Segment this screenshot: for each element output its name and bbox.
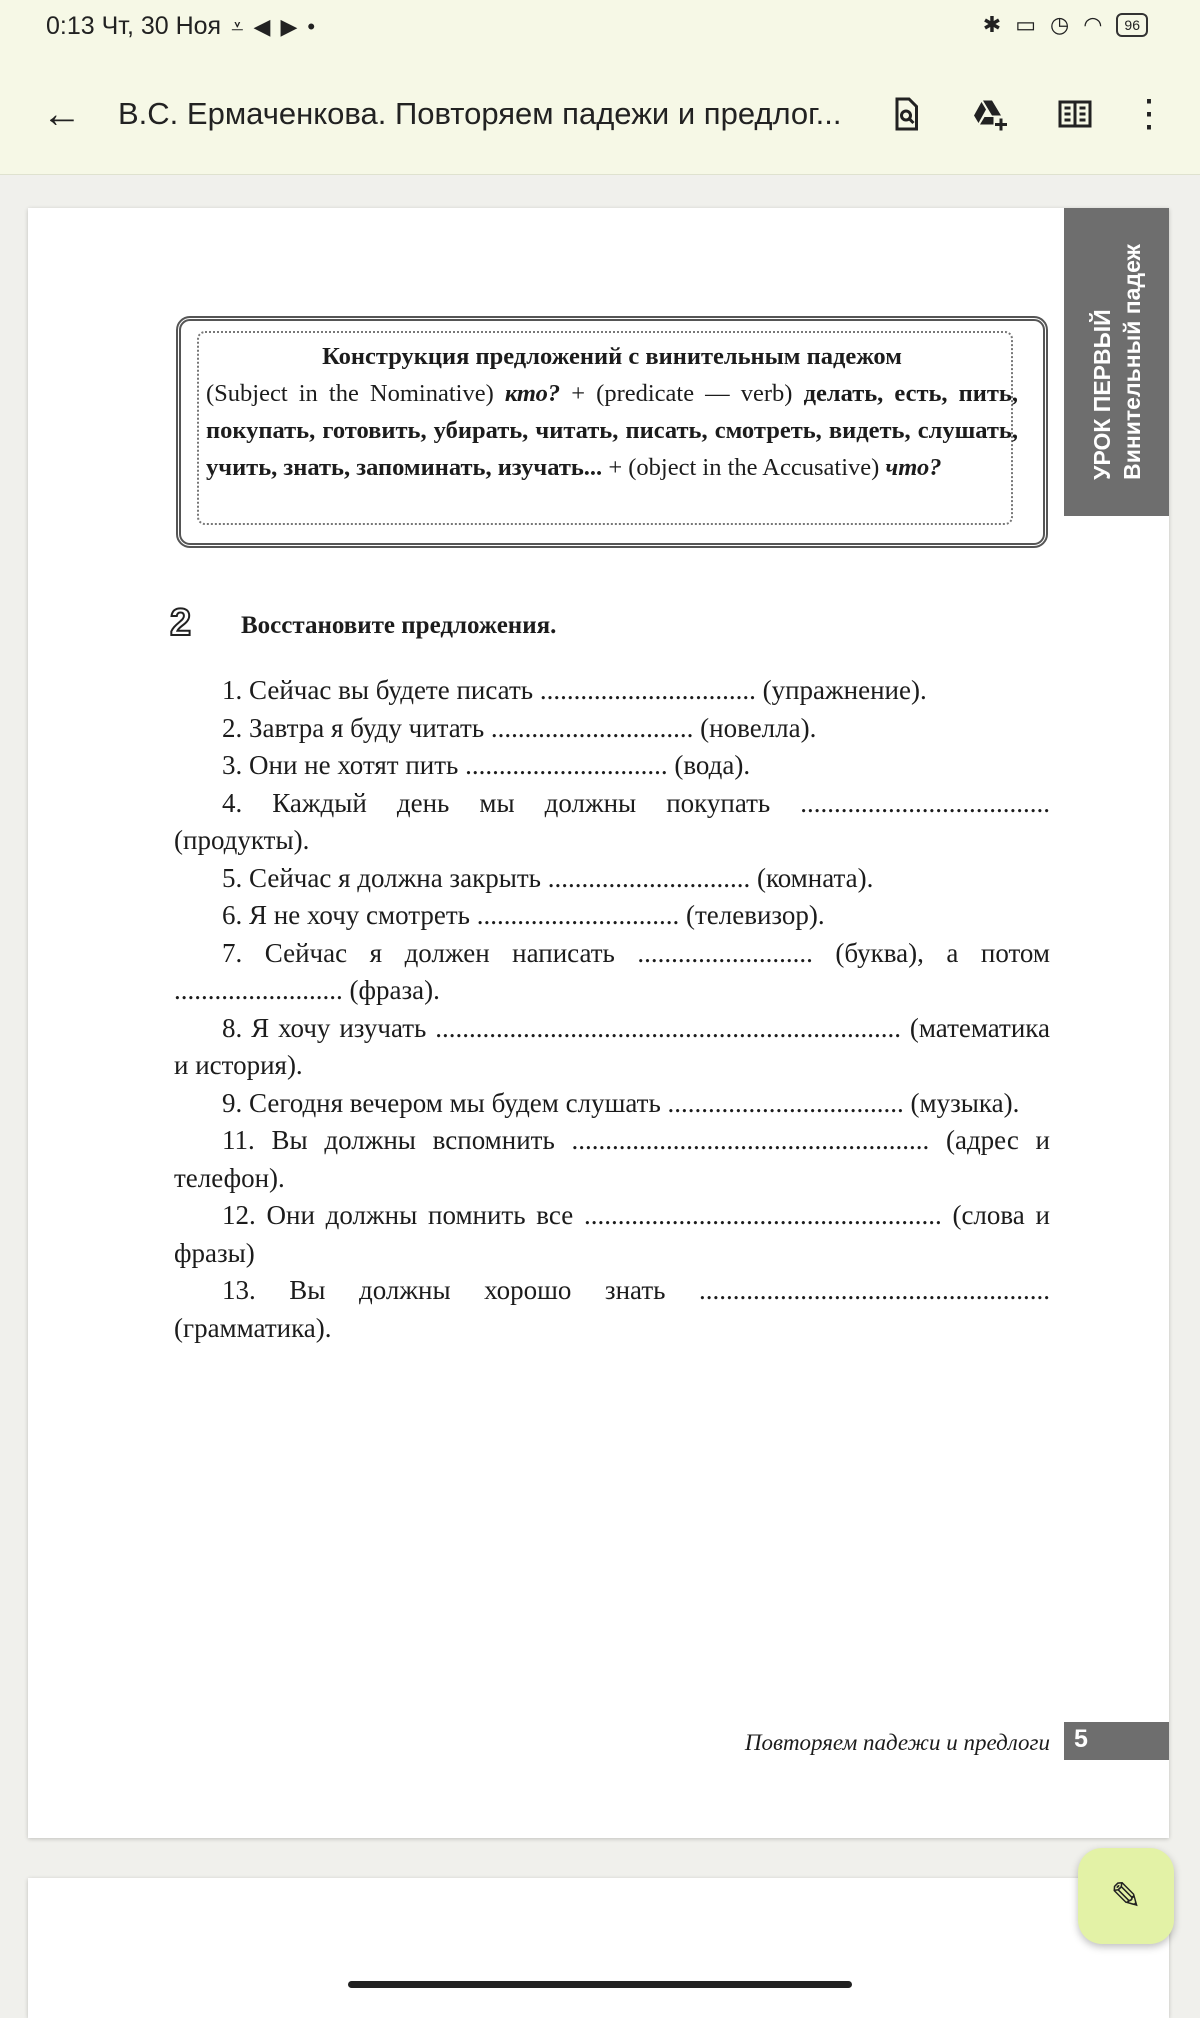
next-document-page [28, 1878, 1169, 2018]
exercise-item: 9. Сегодня вечером мы будем слушать ................................... (музыка). [222, 1087, 1020, 1118]
lesson-topic: Винительный падеж [1118, 244, 1145, 480]
lesson-side-label [1064, 208, 1169, 516]
reader-mode-icon[interactable] [1051, 90, 1099, 138]
rule-part-1: (Subject in the Nominative) [206, 380, 505, 407]
page-number: 5 [1074, 1725, 1088, 1753]
document-title: В.С. Ермаченкова. Повторяем падежи и предлог... [118, 96, 842, 131]
exercise-item: 5. Сейчас я должна закрыть .............................. (комната). [222, 862, 874, 893]
running-footer-title: Повторяем падежи и предлоги [744, 1730, 1050, 1755]
status-left [46, 12, 315, 41]
telegram-icon: ◀ [253, 13, 271, 39]
rule-title: Конструкция предложений с винительным падежом [322, 343, 902, 370]
exercise-item: 6. Я не хочу смотреть .............................. (телевизор). [222, 900, 825, 930]
bluetooth-icon: ✱ [982, 12, 1002, 37]
back-arrow-icon[interactable]: ← [42, 92, 82, 136]
exercise-title: Восстановите предложения. [241, 612, 557, 639]
exercise-item: 11. Вы должны вспомнить ..................................................... (адрес и телефон). [174, 1125, 1050, 1193]
edit-pen-icon[interactable]: ✎ [1078, 1848, 1174, 1944]
document-page [28, 208, 1169, 1838]
status-time-date: 0:13 Чт, 30 Ноя [46, 12, 222, 40]
rule-part-2: + (predicate — verb) [560, 380, 804, 407]
download-done-icon: ⩡ [231, 13, 244, 39]
wifi-icon: ◠ [1083, 12, 1103, 37]
battery-icon: 96 [1116, 13, 1148, 37]
youtube-icon: ▶ [280, 13, 298, 39]
rule-text [206, 338, 1018, 486]
exercise-item: 8. Я хочу изучать ..................................................................... (математика и история). [174, 1012, 1050, 1080]
more-notifications-icon: • [307, 13, 316, 39]
exercise-item: 13. Вы должны хорошо знать .................................................... (грамматика). [174, 1275, 1050, 1343]
rule-question-what: что? [885, 454, 942, 481]
exercise-item: 12. Они должны помнить все ..................................................... (слова и фразы) [174, 1200, 1050, 1268]
more-vert-icon[interactable]: ⋮ [1130, 93, 1168, 135]
lesson-title: УРОК ПЕРВЫЙ [1088, 309, 1115, 480]
rule-question-who: кто? [504, 380, 561, 407]
lesson-side-text [1087, 244, 1147, 480]
alarm-icon: ◷ [1050, 12, 1070, 37]
exercise-item: 1. Сейчас вы будете писать ................................ (упражнение). [222, 675, 927, 705]
vibrate-icon: ▭ [1015, 12, 1037, 37]
app-bar [0, 56, 1200, 175]
document-search-icon[interactable] [882, 90, 930, 138]
exercise-item: 2. Завтра я буду читать .............................. (новелла). [222, 712, 817, 743]
rule-verbs: делать, есть, пить, покупать, готовить, убирать, читать, писать, смотреть, видеть, слушать, учить, знать, запоминать, изучать... [206, 380, 1018, 481]
status-right [983, 12, 1148, 38]
status-bar [0, 0, 1200, 56]
exercise-item: 3. Они не хотят пить .............................. (вода). [222, 750, 751, 780]
rule-part-3: + (object in the Accusative) [602, 454, 886, 481]
exercise-number: 2 [170, 602, 192, 644]
exercise-item: 4. Каждый день мы должны покупать ..................................... (продукты). [174, 787, 1050, 855]
exercise-list [174, 672, 1050, 1347]
exercise-item: 7. Сейчас я должен написать .......................... (буква), а потом ......................... (фраза). [174, 937, 1050, 1005]
drive-add-icon[interactable] [965, 90, 1013, 138]
gesture-navigation-bar[interactable] [348, 1981, 852, 1988]
